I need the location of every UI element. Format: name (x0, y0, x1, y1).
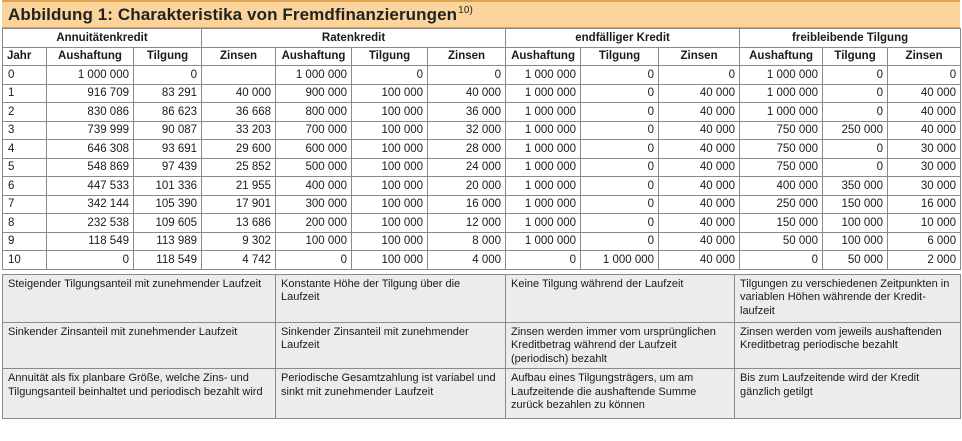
value-cell: 16 000 (888, 195, 961, 214)
value-cell: 0 (581, 121, 659, 140)
year-cell: 8 (3, 214, 47, 233)
value-cell: 0 (47, 251, 134, 270)
value-cell: 29 600 (202, 140, 276, 159)
value-cell: 86 623 (134, 103, 202, 122)
value-cell: 0 (740, 251, 823, 270)
group-header-annuitaet: Annuitätenkredit (3, 29, 202, 48)
year-cell: 7 (3, 195, 47, 214)
value-cell: 118 549 (134, 251, 202, 270)
value-cell: 0 (823, 84, 888, 103)
column-header: Zinsen (202, 47, 276, 66)
value-cell: 1 000 000 (47, 66, 134, 85)
value-cell: 0 (352, 66, 428, 85)
value-cell: 21 955 (202, 177, 276, 196)
column-header-row (3, 47, 961, 66)
table-row (3, 84, 961, 103)
description-cell: Steigender Tilgungsanteil mit zunehmender Laufzeit (3, 274, 276, 322)
column-header: Aushaftung (506, 47, 581, 66)
value-cell: 30 000 (888, 158, 961, 177)
description-cell: Zinsen werden vom jeweils aushaftenden Kreditbetrag periodische bezahlt (735, 322, 961, 369)
value-cell: 100 000 (823, 232, 888, 251)
value-cell: 40 000 (659, 232, 740, 251)
table-row (3, 251, 961, 270)
value-cell: 0 (823, 103, 888, 122)
value-cell: 25 852 (202, 158, 276, 177)
value-cell: 100 000 (352, 251, 428, 270)
value-cell: 1 000 000 (506, 195, 581, 214)
value-cell: 548 869 (47, 158, 134, 177)
value-cell: 0 (581, 66, 659, 85)
value-cell: 830 086 (47, 103, 134, 122)
value-cell: 100 000 (352, 177, 428, 196)
value-cell: 1 000 000 (276, 66, 352, 85)
column-header: Aushaftung (47, 47, 134, 66)
value-cell: 0 (823, 158, 888, 177)
description-cell: Tilgungen zu verschiedenen Zeitpunkten in variablen Höhen währende der Kredit-laufzeit (735, 274, 961, 322)
value-cell: 232 538 (47, 214, 134, 233)
value-cell: 0 (581, 232, 659, 251)
group-header-endfaellig: endfälliger Kredit (506, 29, 740, 48)
value-cell: 600 000 (276, 140, 352, 159)
value-cell: 40 000 (659, 103, 740, 122)
value-cell: 900 000 (276, 84, 352, 103)
description-row (3, 274, 961, 322)
value-cell: 40 000 (659, 158, 740, 177)
value-cell: 28 000 (428, 140, 506, 159)
value-cell: 33 203 (202, 121, 276, 140)
description-cell: Bis zum Laufzeitende wird der Kredit gänzlich getilgt (735, 369, 961, 419)
column-header: Aushaftung (740, 47, 823, 66)
value-cell: 500 000 (276, 158, 352, 177)
value-cell: 100 000 (352, 195, 428, 214)
value-cell: 0 (823, 66, 888, 85)
year-cell: 3 (3, 121, 47, 140)
value-cell: 118 549 (47, 232, 134, 251)
table-row (3, 140, 961, 159)
value-cell: 1 000 000 (506, 232, 581, 251)
table-row (3, 121, 961, 140)
value-cell: 40 000 (659, 195, 740, 214)
value-cell: 250 000 (823, 121, 888, 140)
value-cell: 93 691 (134, 140, 202, 159)
description-cell: Aufbau eines Tilgungsträgers, um am Laufzeitende die aushaftende Summe zurück bezahlen zu können (506, 369, 735, 419)
description-cell: Annuität als fix planbare Größe, welche Zins- und Tilgungsanteil beinhaltet und periodisch bezahlt wird (3, 369, 276, 419)
value-cell: 750 000 (740, 140, 823, 159)
value-cell: 0 (581, 158, 659, 177)
column-header: Tilgung (352, 47, 428, 66)
value-cell: 32 000 (428, 121, 506, 140)
value-cell: 50 000 (823, 251, 888, 270)
description-cell: Keine Tilgung während der Laufzeit (506, 274, 735, 322)
year-cell: 2 (3, 103, 47, 122)
value-cell: 17 901 (202, 195, 276, 214)
value-cell: 36 000 (428, 103, 506, 122)
value-cell: 1 000 000 (581, 251, 659, 270)
description-table (2, 274, 961, 420)
value-cell: 113 989 (134, 232, 202, 251)
year-cell: 4 (3, 140, 47, 159)
year-cell: 1 (3, 84, 47, 103)
value-cell: 0 (659, 66, 740, 85)
value-cell: 36 668 (202, 103, 276, 122)
value-cell: 750 000 (740, 158, 823, 177)
column-header: Tilgung (823, 47, 888, 66)
value-cell: 1 000 000 (740, 84, 823, 103)
description-cell: Zinsen werden immer vom ursprünglichen Kreditbetrag während der Laufzeit (periodisch) bezahlt (506, 322, 735, 369)
value-cell: 83 291 (134, 84, 202, 103)
table-row (3, 158, 961, 177)
value-cell: 40 000 (202, 84, 276, 103)
value-cell: 250 000 (740, 195, 823, 214)
value-cell: 300 000 (276, 195, 352, 214)
value-cell: 40 000 (888, 121, 961, 140)
value-cell: 100 000 (352, 232, 428, 251)
value-cell: 0 (276, 251, 352, 270)
value-cell: 20 000 (428, 177, 506, 196)
figure (2, 0, 960, 419)
value-cell: 9 302 (202, 232, 276, 251)
column-header: Zinsen (659, 47, 740, 66)
value-cell: 342 144 (47, 195, 134, 214)
value-cell: 0 (581, 214, 659, 233)
value-cell: 100 000 (352, 158, 428, 177)
value-cell: 0 (888, 66, 961, 85)
value-cell: 2 000 (888, 251, 961, 270)
value-cell: 100 000 (352, 84, 428, 103)
value-cell: 101 336 (134, 177, 202, 196)
value-cell: 400 000 (740, 177, 823, 196)
description-cell: Periodische Gesamtzahlung ist variabel und sinkt mit zunehmender Laufzeit (276, 369, 506, 419)
value-cell: 350 000 (823, 177, 888, 196)
year-cell: 0 (3, 66, 47, 85)
value-cell: 1 000 000 (740, 66, 823, 85)
value-cell: 800 000 (276, 103, 352, 122)
value-cell: 16 000 (428, 195, 506, 214)
value-cell: 750 000 (740, 121, 823, 140)
value-cell: 739 999 (47, 121, 134, 140)
value-cell: 1 000 000 (506, 214, 581, 233)
value-cell: 447 533 (47, 177, 134, 196)
table-row (3, 232, 961, 251)
value-cell: 0 (581, 140, 659, 159)
value-cell: 0 (581, 195, 659, 214)
value-cell: 100 000 (352, 103, 428, 122)
value-cell: 0 (823, 140, 888, 159)
value-cell: 6 000 (888, 232, 961, 251)
value-cell: 40 000 (888, 103, 961, 122)
value-cell: 8 000 (428, 232, 506, 251)
value-cell: 100 000 (352, 214, 428, 233)
value-cell: 0 (428, 66, 506, 85)
description-row (3, 369, 961, 419)
value-cell: 150 000 (740, 214, 823, 233)
value-cell: 40 000 (659, 140, 740, 159)
group-header-row (3, 29, 961, 48)
value-cell: 40 000 (659, 214, 740, 233)
value-cell: 400 000 (276, 177, 352, 196)
value-cell: 40 000 (659, 177, 740, 196)
value-cell: 1 000 000 (506, 84, 581, 103)
description-cell: Konstante Höhe der Tilgung über die Laufzeit (276, 274, 506, 322)
description-cell: Sinkender Zinsanteil mit zunehmender Laufzeit (276, 322, 506, 369)
value-cell: 1 000 000 (740, 103, 823, 122)
value-cell: 50 000 (740, 232, 823, 251)
value-cell: 0 (581, 103, 659, 122)
table-row (3, 103, 961, 122)
description-body (3, 274, 961, 419)
value-cell: 40 000 (428, 84, 506, 103)
value-cell: 109 605 (134, 214, 202, 233)
value-cell: 1 000 000 (506, 177, 581, 196)
value-cell: 24 000 (428, 158, 506, 177)
column-header: Zinsen (888, 47, 961, 66)
value-cell: 100 000 (352, 121, 428, 140)
column-header: Tilgung (134, 47, 202, 66)
value-cell: 916 709 (47, 84, 134, 103)
description-cell: Sinkender Zinsanteil mit zunehmender Laufzeit (3, 322, 276, 369)
group-header-raten: Ratenkredit (202, 29, 506, 48)
figure-title: Abbildung 1: Charakteristika von Fremdfinanzierungen$^{10)}$ (8, 4, 473, 24)
value-cell: 10 000 (888, 214, 961, 233)
column-header: Jahr (3, 47, 47, 66)
value-cell: 1 000 000 (506, 103, 581, 122)
value-cell: 1 000 000 (506, 66, 581, 85)
year-cell: 10 (3, 251, 47, 270)
value-cell: 700 000 (276, 121, 352, 140)
footnote-marker: 10) (458, 4, 473, 16)
value-cell: 4 742 (202, 251, 276, 270)
column-header: Tilgung (581, 47, 659, 66)
value-cell: 150 000 (823, 195, 888, 214)
value-cell: 12 000 (428, 214, 506, 233)
value-cell: 1 000 000 (506, 140, 581, 159)
value-cell: 0 (506, 251, 581, 270)
value-cell: 105 390 (134, 195, 202, 214)
value-cell: 30 000 (888, 140, 961, 159)
value-cell: 100 000 (823, 214, 888, 233)
value-cell: 40 000 (659, 121, 740, 140)
year-cell: 9 (3, 232, 47, 251)
value-cell: 97 439 (134, 158, 202, 177)
loan-table (2, 28, 961, 270)
table-row (3, 66, 961, 85)
value-cell: 30 000 (888, 177, 961, 196)
table-row (3, 214, 961, 233)
title-bar (2, 0, 960, 28)
value-cell: 90 087 (134, 121, 202, 140)
value-cell (202, 66, 276, 85)
value-cell: 13 686 (202, 214, 276, 233)
description-row (3, 322, 961, 369)
value-cell: 40 000 (659, 251, 740, 270)
value-cell: 1 000 000 (506, 121, 581, 140)
group-header-frei: freibleibende Tilgung (740, 29, 961, 48)
value-cell: 4 000 (428, 251, 506, 270)
column-header: Zinsen (428, 47, 506, 66)
value-cell: 100 000 (276, 232, 352, 251)
value-cell: 40 000 (888, 84, 961, 103)
value-cell: 100 000 (352, 140, 428, 159)
year-cell: 5 (3, 158, 47, 177)
value-cell: 646 308 (47, 140, 134, 159)
value-cell: 0 (134, 66, 202, 85)
column-header: Aushaftung (276, 47, 352, 66)
year-cell: 6 (3, 177, 47, 196)
value-cell: 0 (581, 84, 659, 103)
table-row (3, 195, 961, 214)
value-cell: 1 000 000 (506, 158, 581, 177)
value-cell: 40 000 (659, 84, 740, 103)
value-cell: 0 (581, 177, 659, 196)
table-body (3, 66, 961, 270)
table-row (3, 177, 961, 196)
value-cell: 200 000 (276, 214, 352, 233)
